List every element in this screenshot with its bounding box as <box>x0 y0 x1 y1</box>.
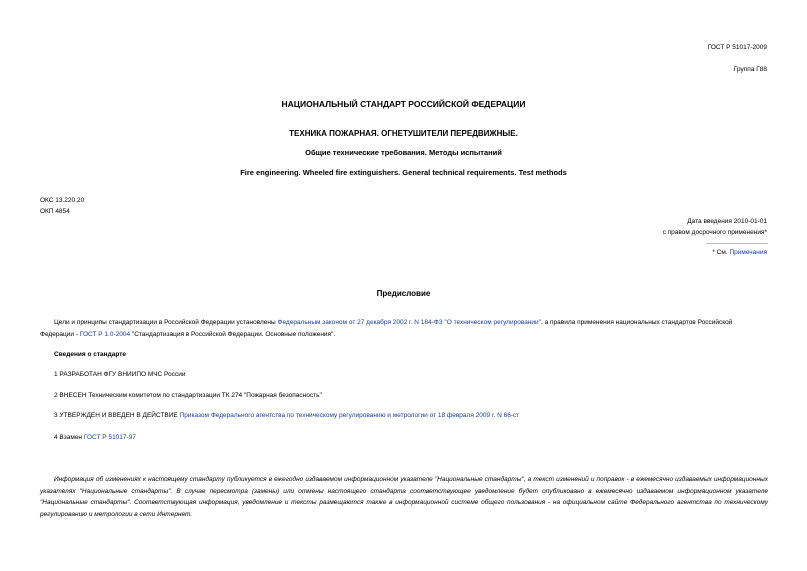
foreword-paragraph <box>40 317 768 340</box>
standard-info-heading: Сведения о стандарте <box>54 351 127 358</box>
main-title: ТЕХНИКА ПОЖАРНАЯ. ОГНЕТУШИТЕЛИ ПЕРЕДВИЖНЫЕ. <box>289 129 518 138</box>
federal-law-link[interactable]: Федеральным законом от 27 декабря 2002 г. N 184-ФЗ "О техническом регулировании" <box>277 319 541 326</box>
footnote-divider <box>706 243 768 244</box>
group-label: Группа Г88 <box>733 66 767 73</box>
foreword-text-2: , а правила применения национальных стандартов Российской Федерации - <box>40 319 733 338</box>
sub-title: Общие технические требования. Методы испытаний <box>305 148 502 157</box>
foreword-text-3: "Стандартизация в Российской Федерации. Основные положения". <box>130 330 336 338</box>
item-approved <box>40 410 768 422</box>
introduction-date: Дата введения 2010-01-01 <box>687 218 767 225</box>
english-title: Fire engineering. Wheeled fire extinguishers. General technical requirements. Test methods <box>240 168 567 177</box>
item-approved-text: 3 УТВЕРЖДЕН И ВВЕДЕН В ДЕЙСТВИЕ <box>54 412 180 419</box>
okp-code: ОКП 4854 <box>40 208 70 215</box>
gost-1-0-link[interactable]: ГОСТ Р 1.0-2004 <box>79 330 131 338</box>
oks-code: ОКС 13.220.20 <box>40 197 85 204</box>
order-link[interactable]: Приказом Федерального агентства по техническому регулированию и метрологии от 18 февраля 2009 г. N 66-ст <box>179 412 520 419</box>
item-replaces <box>40 432 768 444</box>
item-developed: 1 РАЗРАБОТАН ФГУ ВНИИПО МЧС России <box>54 371 186 378</box>
foreword-text-1: Цели и принципы стандартизации в Российской Федерации установлены <box>54 319 278 326</box>
footnote-prefix: * См. <box>712 249 730 256</box>
footnote <box>712 249 767 256</box>
early-application-note: с правом досрочного применения* <box>662 229 767 236</box>
gost-code: ГОСТ Р 51017-2009 <box>707 44 767 51</box>
gost-51017-97-link[interactable]: ГОСТ Р 51017-97 <box>83 434 136 441</box>
standard-title: НАЦИОНАЛЬНЫЙ СТАНДАРТ РОССИЙСКОЙ ФЕДЕРАЦИИ <box>281 99 526 109</box>
changes-notice: Информация об изменениях к настоящему стандарту публикуется в ежегодно издаваемом информационном указателе "Национальные стандарты", а текст изменений и поправок - в ежемесячно издаваемых информационных указателях "Национальные стандарты". В случае пересмотра (замены) или отмены настоящего стандарта соответствующее уведомление будет опубликовано в ежемесячно издаваемом информационном указателе "Национальные стандарты". Соответствующая информация, уведомление и тексты размещаются также в информационной системе общего пользования - на официальном сайте Федерального агентства по техническому регулированию и метрологии в сети Интернет. <box>40 476 768 518</box>
foreword-heading: Предисловие <box>376 289 431 298</box>
notes-link[interactable]: Примечания <box>729 249 767 256</box>
item-replaces-text: 4 Взамен <box>54 434 84 441</box>
item-submitted: 2 ВНЕСЕН Техническим комитетом по стандартизации ТК 274 "Пожарная безопасность" <box>54 392 322 399</box>
